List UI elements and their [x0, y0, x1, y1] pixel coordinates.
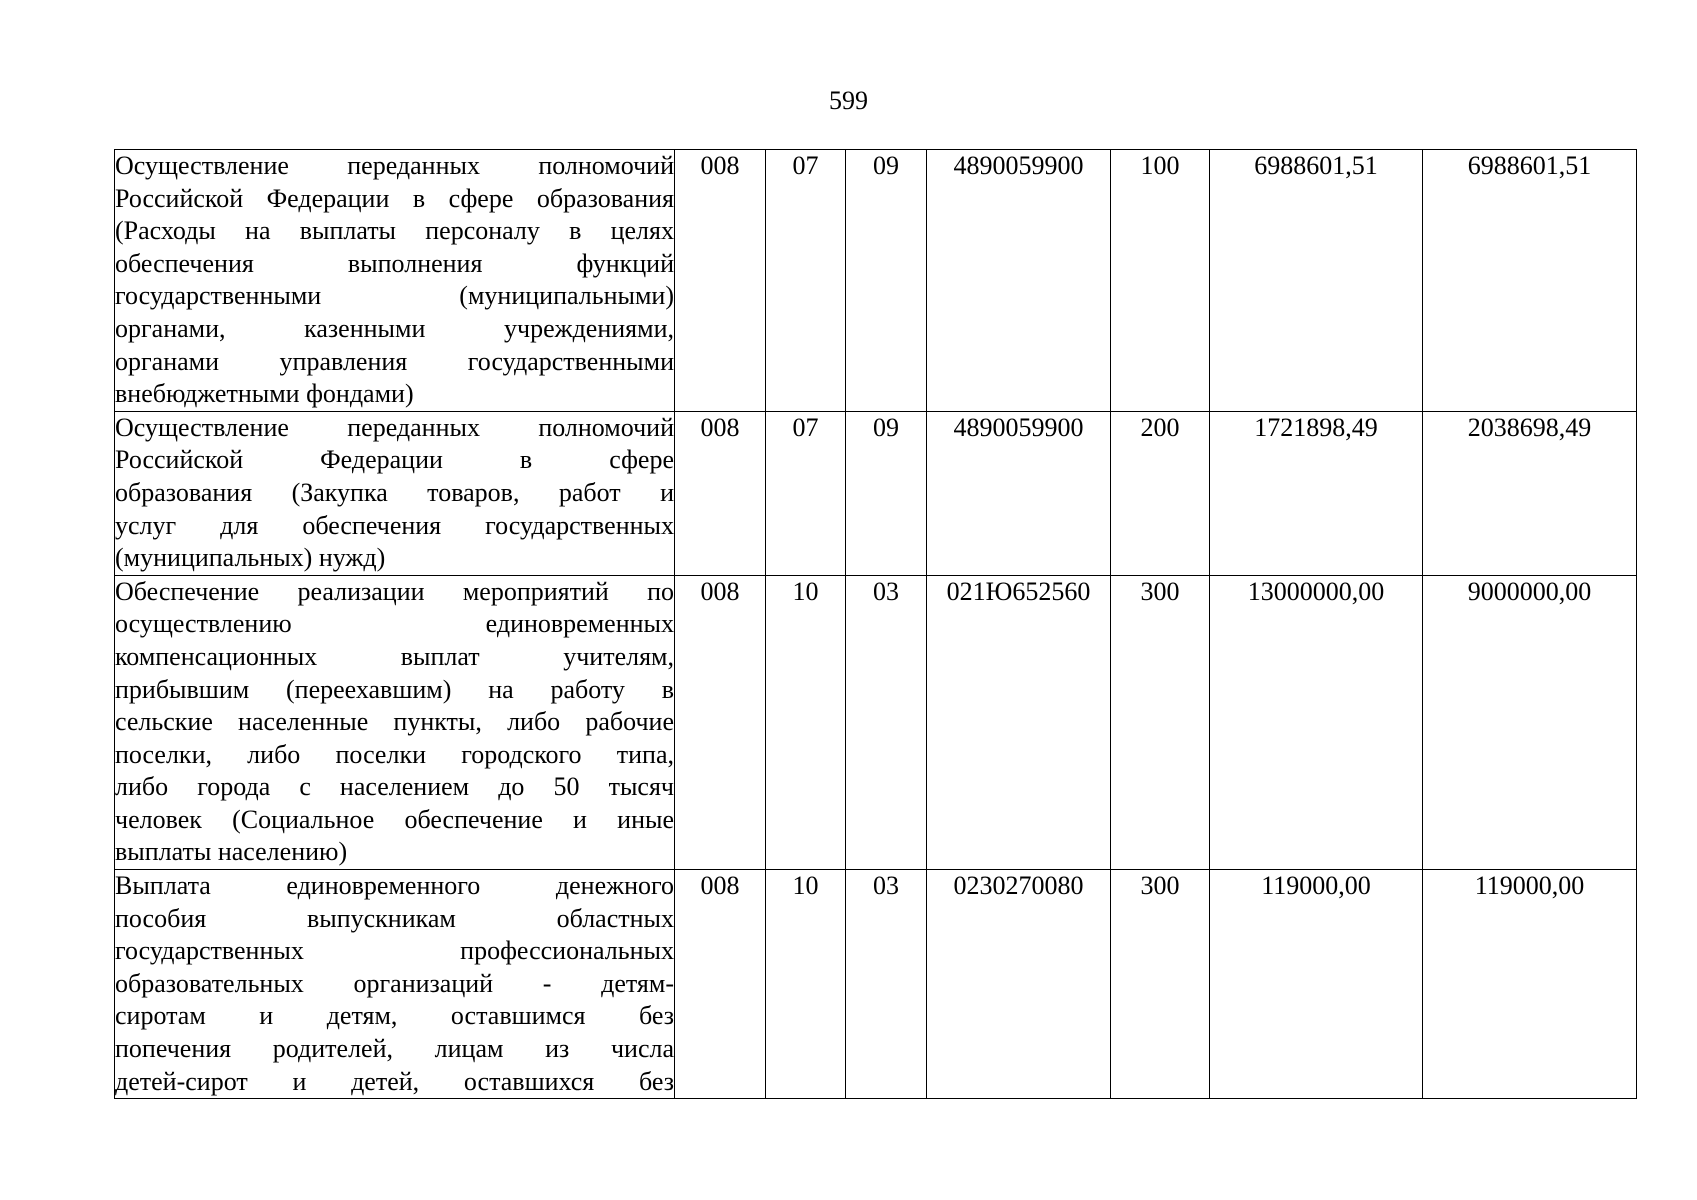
description-line: сиротам и детям, оставшимся без [115, 1001, 674, 1031]
description-line: Осуществление переданных полномочий [115, 151, 674, 180]
description-line-last: внебюджетными фондами) [115, 379, 414, 409]
row-description [115, 870, 675, 1099]
description-line: прибывшим (переехавшим) на работу в [115, 674, 674, 704]
description-line: детей-сирот и детей, оставшихся без [115, 1066, 674, 1096]
subsection-code-cell: 03 [846, 870, 927, 1099]
section-code-cell: 07 [766, 150, 846, 412]
description-line: поселки, либо поселки городского типа, [115, 739, 674, 769]
target-article-cell: 4890059900 [927, 411, 1111, 575]
description-line: обеспечения выполнения функций [115, 248, 674, 278]
table-row [115, 150, 1637, 412]
description-line: органами управления государственными [115, 346, 674, 376]
description-line: Российской Федерации в сфере [115, 445, 674, 475]
expense-type-cell: 100 [1111, 150, 1210, 412]
description-line: услуг для обеспечения государственных [115, 510, 674, 540]
table-body [115, 150, 1637, 1099]
admin-code-cell: 008 [675, 870, 766, 1099]
description-line: государственными (муниципальными) [115, 281, 674, 311]
subsection-code-cell: 09 [846, 150, 927, 412]
expense-type-cell: 300 [1111, 575, 1210, 869]
description-line: Российской Федерации в сфере образования [115, 183, 674, 213]
target-article-cell: 4890059900 [927, 150, 1111, 412]
table-row [115, 575, 1637, 869]
description-line: человек (Социальное обеспечение и иные [115, 804, 674, 834]
target-article-cell: 0230270080 [927, 870, 1111, 1099]
amount-1-cell: 6988601,51 [1210, 150, 1423, 412]
description-line: органами, казенными учреждениями, [115, 313, 674, 343]
amount-2-cell: 9000000,00 [1423, 575, 1637, 869]
description-line: попечения родителей, лицам из числа [115, 1034, 674, 1064]
section-code-cell: 07 [766, 411, 846, 575]
row-description [115, 150, 675, 412]
description-line-last: (муниципальных) нужд) [115, 543, 386, 573]
table-row [115, 870, 1637, 1099]
amount-2-cell: 119000,00 [1423, 870, 1637, 1099]
subsection-code-cell: 03 [846, 575, 927, 869]
admin-code-cell: 008 [675, 150, 766, 412]
expense-type-cell: 200 [1111, 411, 1210, 575]
description-line: Обеспечение реализации мероприятий по [115, 576, 674, 606]
description-line: государственных профессиональных [115, 936, 674, 966]
description-line: (Расходы на выплаты персоналу в целях [115, 216, 674, 246]
description-line-last: выплаты населению) [115, 837, 348, 867]
table-row [115, 411, 1637, 575]
amount-1-cell: 119000,00 [1210, 870, 1423, 1099]
admin-code-cell: 008 [675, 411, 766, 575]
amount-2-cell: 6988601,51 [1423, 150, 1637, 412]
target-article-cell: 021Ю652560 [927, 575, 1111, 869]
description-line: сельские населенные пункты, либо рабочие [115, 707, 674, 737]
subsection-code-cell: 09 [846, 411, 927, 575]
row-description [115, 411, 675, 575]
amount-1-cell: 13000000,00 [1210, 575, 1423, 869]
budget-table [114, 149, 1637, 1099]
description-line: Осуществление переданных полномочий [115, 412, 674, 442]
expense-type-cell: 300 [1111, 870, 1210, 1099]
amount-1-cell: 1721898,49 [1210, 411, 1423, 575]
page-number: 599 [829, 86, 868, 115]
description-line: осуществлению единовременных [115, 609, 674, 639]
description-line: пособия выпускникам областных [115, 903, 674, 933]
row-description [115, 575, 675, 869]
section-code-cell: 10 [766, 575, 846, 869]
description-line: образовательных организаций - детям- [115, 968, 674, 998]
description-line: образования (Закупка товаров, работ и [115, 477, 674, 507]
amount-2-cell: 2038698,49 [1423, 411, 1637, 575]
section-code-cell: 10 [766, 870, 846, 1099]
description-line: либо города с населением до 50 тысяч [115, 772, 674, 802]
description-line: компенсационных выплат учителям, [115, 641, 674, 671]
description-line: Выплата единовременного денежного [115, 871, 674, 901]
admin-code-cell: 008 [675, 575, 766, 869]
